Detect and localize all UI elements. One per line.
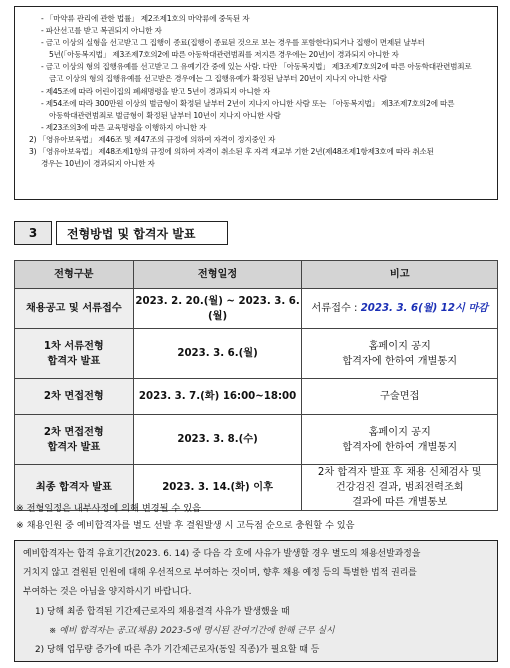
eligibility-line: - 제54조에 따라 300만원 이상의 벌금형이 확정된 날부터 2년이 지나지 아니한 사람 또는 「아동복지법」 제3조제7호의2에 따른 [41, 98, 455, 108]
reserve-line: 예비합격자는 합격 유효기간(2023. 6. 14) 중 다음 각 호에 사유가 발생할 경우 별도의 채용선발과정을 [23, 549, 421, 559]
eligibility-line: 아동학대관련범죄로 벌금형이 확정된 날부터 10년이 지나지 아니한 사람 [49, 110, 281, 120]
eligibility-line: 금고 이상의 형의 집행유예를 선고받은 경우에는 그 집행유예가 확정된 날부터 20년이 지나지 아니한 사람 [49, 74, 387, 84]
eligibility-box [14, 6, 498, 200]
eligibility-line: 5년(「아동복지법」 제3조제7호의2에 따른 아동학대관련범죄를 저지른 경우에는 20년)이 경과되지 아니한 자 [49, 50, 399, 60]
note-prefix: 서류접수 : [311, 303, 361, 314]
table-row [15, 289, 498, 329]
note-text: ※ 전형일정은 내부사정에 의해 변경될 수 있음 [16, 503, 201, 514]
column-header: 비고 [302, 261, 498, 289]
reserve-candidate-box [14, 540, 498, 662]
date-cell: 2023. 2. 20.(월) ~ 2023. 3. 6.(월) [133, 289, 302, 329]
note-cell [302, 329, 498, 379]
stage-cell: 최종 합격자 발표 [15, 465, 134, 511]
eligibility-line: 3) 「영유아보육법」 제48조제1항의 규정에 의하여 자격이 취소된 후 자격 재교부 기한 2년(제48조제1항제3호에 따라 취소된 [29, 147, 434, 157]
eligibility-line: - 금고 이상의 형의 집행유예를 선고받고 그 유예기간 중에 있는 사람. 다만 「아동복지법」 제3조제7호의2에 따른 아동학대관련범죄로 [41, 62, 472, 72]
date-cell: 2023. 3. 7.(화) 16:00~18:00 [133, 379, 302, 415]
eligibility-line: - 「마약류 관리에 관한 법률」 제2조제1호의 마약류에 중독된 자 [41, 14, 250, 23]
note-line: 결과에 따른 개별통보 [352, 497, 448, 508]
note-line: 건강검진 결과, 범죄전력조회 [335, 482, 464, 493]
stage-cell: 채용공고 및 서류접수 [15, 289, 134, 329]
section-title: 전형방법 및 합격자 발표 [56, 221, 228, 245]
date-cell: 2023. 3. 6.(월) [133, 329, 302, 379]
column-header: 전형구분 [15, 261, 134, 289]
reserve-line: 부여하는 것은 아님을 양지하시기 바랍니다. [23, 587, 192, 598]
table-row [15, 329, 498, 379]
table-header-row [15, 261, 498, 289]
column-header: 전형일정 [133, 261, 302, 289]
note-line: 합격자에 한하여 개별통지 [342, 441, 458, 453]
eligibility-line: 경우는 10년)이 경과되지 아니한 자 [41, 159, 155, 169]
section-number: 3 [14, 221, 52, 245]
note-text: ※ 채용인원 중 예비합격자를 별도 선발 후 결원발생 시 고득점 순으로 충원할 수 있음 [16, 520, 355, 531]
eligibility-line: - 제45조에 따라 어린이집의 폐쇄명령을 받고 5년이 경과되지 아니한 자 [41, 86, 271, 96]
deadline-highlight: 2023. 3. 6(월) 12시 마감 [360, 303, 489, 314]
note-cell [302, 289, 498, 329]
date-cell: 2023. 3. 14.(화) 이후 [133, 465, 302, 511]
stage-line: 합격자 발표 [47, 355, 101, 367]
schedule-notes [16, 500, 355, 534]
note-line: 2차 합격자 발표 후 채용 신체검사 및 [317, 467, 482, 478]
stage-cell: 2차 면접전형 [15, 379, 134, 415]
reserve-item: 1) 당해 최종 합격된 기간제근로자의 채용결격 사유가 발생했을 때 [35, 606, 290, 617]
note-line: 홈페이지 공지 [368, 426, 431, 438]
section-header [14, 221, 228, 245]
schedule-table [14, 260, 498, 511]
reserve-item-note: ※ 예비 합격자는 공고(채용) 2023-5에 명시된 잔여기간에 한해 근무 실시 [49, 625, 335, 636]
eligibility-line: - 파산선고를 받고 복권되지 아니한 자 [41, 26, 162, 36]
stage-line: 2차 면접전형 [43, 426, 104, 438]
note-cell [302, 415, 498, 465]
table-row [15, 415, 498, 465]
reserve-item: 2) 당해 업무량 증가에 따른 추가 기간제근로자(동일 직종)가 필요할 때 등 [35, 645, 320, 656]
eligibility-line: - 금고 이상의 실형을 선고받고 그 집행이 종료(집행이 종료된 것으로 보는 경우를 포함한다)되거나 집행이 면제된 날부터 [41, 38, 425, 48]
table-row [15, 379, 498, 415]
stage-cell [15, 329, 134, 379]
stage-line: 합격자 발표 [47, 441, 101, 453]
reserve-line: 거치지 않고 결원된 인원에 대해 우선적으로 부여하는 것이며, 향후 채용 예정 등의 특별한 법적 권리를 [23, 568, 417, 579]
eligibility-line: 2) 「영유아보육법」 제46조 및 제47조의 규정에 의하여 자격이 정지중인 자 [29, 134, 276, 144]
stage-line: 1차 서류전형 [43, 340, 104, 352]
note-line: 합격자에 한하여 개별통지 [342, 355, 458, 367]
date-cell: 2023. 3. 8.(수) [133, 415, 302, 465]
note-cell: 구술면접 [302, 379, 498, 415]
stage-cell [15, 415, 134, 465]
note-line: 홈페이지 공지 [368, 340, 431, 352]
eligibility-line: - 제23조의3에 따른 교육명령을 이행하지 아니한 자 [41, 122, 207, 132]
